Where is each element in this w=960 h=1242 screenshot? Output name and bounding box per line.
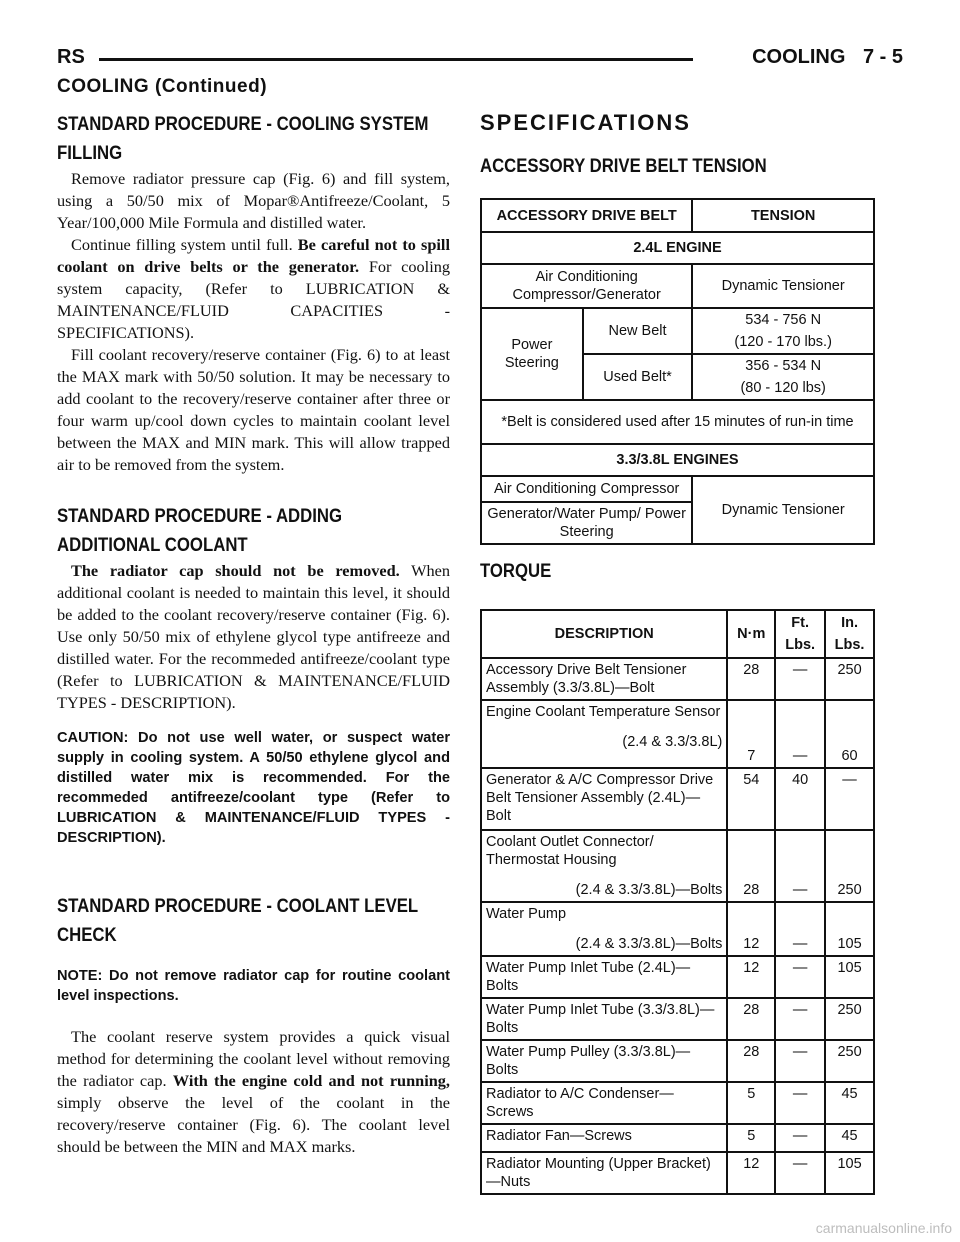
torque-description-text: Water Pump Inlet Tube (2.4L)—Bolts xyxy=(486,960,691,994)
col-header-tension: TENSION xyxy=(692,199,874,232)
proc1-p2-text: Continue filling system until full. xyxy=(71,235,293,254)
table-row xyxy=(481,264,874,308)
table-note-row xyxy=(481,400,874,444)
proc3-p1-text-c: simply observe the level of the coolant in the recovery/reserve container (Fig. 6). The coolant level should be between the MIN and MAX marks. xyxy=(57,1093,450,1156)
torque-ft-value: — xyxy=(775,830,825,902)
caution-text: CAUTION: Do not use well water, or suspect water supply in cooling system. A 50/50 ethylene glycol and distilled water mix is recommended. For the recommeded antifreeze/coolant type (Refer to LUBRICATION & MAINTENANCE/FLUID TYPES - DESCRIPTION). xyxy=(57,730,450,846)
torque-in-value: 250 xyxy=(825,658,874,700)
used-belt-lbs: (80 - 120 lbs) xyxy=(740,380,826,396)
table-row xyxy=(481,956,874,998)
proc2-p1 xyxy=(57,560,450,714)
page-header xyxy=(57,44,903,74)
proc3-title: STANDARD PROCEDURE - COOLANT LEVEL CHECK xyxy=(57,895,418,946)
new-belt-newtons: 534 - 756 N xyxy=(745,312,822,328)
table-row xyxy=(481,476,874,502)
proc3-p1-bold: With the engine cold and not running, xyxy=(172,1071,450,1090)
torque-description xyxy=(481,1040,727,1082)
torque-ft-value: — xyxy=(775,956,825,998)
table-row xyxy=(481,768,874,830)
torque-description-text: Water Pump Inlet Tube (3.3/3.8L)—Bolts xyxy=(486,1002,715,1036)
torque-in-value: 105 xyxy=(825,902,874,956)
header-rule xyxy=(99,58,693,61)
proc2-p1-text: When additional coolant is needed to maintain this level, it should be added to the coolant recovery/reserve container (Fig. 6). Use only 50/50 mix of ethylene glycol type antifreeze and distilled water. For the recommeded antifreeze/coolant type (Refer to LUBRICATION & MAINTENANCE/FLUID TYPES - DESCRIPTION). xyxy=(57,561,450,712)
torque-ft-value: 40 xyxy=(775,768,825,830)
cell-dynamic-2: Dynamic Tensioner xyxy=(692,476,874,544)
proc1-p3: Fill coolant recovery/reserve container (Fig. 6) to at least the MAX mark with 50/50 solution. It may be necessary to add coolant to the recovery/reserve container after three or four warm up/cool down cycles to maintain coolant level between the MAX and MIN mark. This will allow trapped air to be removed from the system. xyxy=(57,345,450,474)
col-header-ft-lbs xyxy=(775,610,825,658)
cell-dynamic-1: Dynamic Tensioner xyxy=(692,264,874,308)
torque-description xyxy=(481,768,727,830)
torque-in-value: 250 xyxy=(825,998,874,1040)
torque-ft-value: — xyxy=(775,1152,825,1194)
torque-description-sub: (2.4 & 3.3/3.8L)—Bolts xyxy=(575,882,723,898)
torque-nm-value: 7 xyxy=(727,700,775,768)
cell-new-belt: New Belt xyxy=(583,308,693,354)
specifications-title: SPECIFICATIONS xyxy=(480,110,691,135)
torque-description xyxy=(481,1152,727,1194)
table-row xyxy=(481,1040,874,1082)
torque-description xyxy=(481,658,727,700)
table-header-row xyxy=(481,199,874,232)
torque-in-value: 45 xyxy=(825,1082,874,1124)
torque-description-text: Radiator Mounting (Upper Bracket)—Nuts xyxy=(486,1156,711,1190)
torque-table xyxy=(480,609,875,1195)
col-header-belt: ACCESSORY DRIVE BELT xyxy=(481,199,692,232)
note-text: NOTE: Do not remove radiator cap for routine coolant level inspections. xyxy=(57,968,450,1004)
torque-rows xyxy=(481,658,874,1194)
torque-description-text: Radiator to A/C Condenser— Screws xyxy=(486,1086,674,1120)
in-label: In. xyxy=(841,615,858,631)
cell-used-belt: Used Belt* xyxy=(583,354,693,400)
proc1-title: STANDARD PROCEDURE - COOLING SYSTEM FILLING xyxy=(57,113,429,164)
torque-description-text: Generator & A/C Compressor Drive Belt Tensioner Assembly (2.4L)—Bolt xyxy=(486,772,714,824)
torque-description-sub: (2.4 & 3.3/3.8L) xyxy=(622,734,723,750)
watermark-footer: carmanualsonline.info xyxy=(815,1220,952,1236)
table-row xyxy=(481,1124,874,1152)
in-lbs-label: Lbs. xyxy=(834,637,865,653)
torque-nm-value: 28 xyxy=(727,1040,775,1082)
torque-in-value: 60 xyxy=(825,700,874,768)
torque-nm-value: 12 xyxy=(727,1152,775,1194)
torque-ft-value: — xyxy=(775,700,825,768)
torque-description-text: Accessory Drive Belt Tensioner Assembly (3.3/3.8L)—Bolt xyxy=(486,662,687,696)
table-row xyxy=(481,308,874,354)
used-belt-newtons: 356 - 534 N xyxy=(745,358,822,374)
col-header-description: DESCRIPTION xyxy=(481,610,727,658)
cell-generator-pump: Generator/Water Pump/ Power Steering xyxy=(481,502,692,544)
torque-nm-value: 28 xyxy=(727,658,775,700)
new-belt-lbs: (120 - 170 lbs.) xyxy=(734,334,832,350)
torque-nm-value: 12 xyxy=(727,956,775,998)
belt-tension-table xyxy=(480,198,875,545)
ft-lbs-label: Lbs. xyxy=(785,637,816,653)
page-number: 7 - 5 xyxy=(862,46,903,68)
torque-description xyxy=(481,998,727,1040)
ft-label: Ft. xyxy=(791,615,810,631)
table-row xyxy=(481,1152,874,1194)
torque-in-value: 250 xyxy=(825,830,874,902)
torque-nm-value: 28 xyxy=(727,998,775,1040)
left-column xyxy=(57,110,450,1158)
manual-code: RS xyxy=(57,46,85,68)
torque-description xyxy=(481,700,727,768)
torque-nm-value: 12 xyxy=(727,902,775,956)
section-2-4l: 2.4L ENGINE xyxy=(481,232,874,264)
cell-ac-generator: Air Conditioning Compressor/Generator xyxy=(481,264,692,308)
col-header-nm: N·m xyxy=(727,610,775,658)
table-row xyxy=(481,1082,874,1124)
torque-description-text: Engine Coolant Temperature Sensor xyxy=(486,704,721,720)
torque-description-sub: (2.4 & 3.3/3.8L)—Bolts xyxy=(575,936,723,952)
torque-ft-value: — xyxy=(775,658,825,700)
table-row xyxy=(481,998,874,1040)
section-name: COOLING xyxy=(752,46,846,68)
torque-in-value: 105 xyxy=(825,1152,874,1194)
continued-heading: COOLING (Continued) xyxy=(57,76,268,97)
proc3-p1-text-a: The coolant reserve system provides a quick visual method for determining the coolant level without removing the radiator cap. xyxy=(57,1027,450,1090)
torque-description xyxy=(481,956,727,998)
torque-title: TORQUE xyxy=(480,561,552,582)
torque-in-value: 45 xyxy=(825,1124,874,1152)
header-right xyxy=(740,46,903,69)
cell-used-note: *Belt is considered used after 15 minutes of run-in time xyxy=(481,400,874,444)
torque-ft-value: — xyxy=(775,1124,825,1152)
proc2-p1-warning: The radiator cap should not be removed. xyxy=(71,561,400,580)
torque-description-text: Coolant Outlet Connector/ Thermostat Housing xyxy=(486,834,654,868)
torque-description xyxy=(481,1124,727,1152)
table-row xyxy=(481,902,874,956)
table-row xyxy=(481,700,874,768)
torque-nm-value: 5 xyxy=(727,1124,775,1152)
torque-ft-value: — xyxy=(775,902,825,956)
proc3-p1 xyxy=(57,1026,450,1158)
torque-ft-value: — xyxy=(775,1040,825,1082)
torque-description xyxy=(481,1082,727,1124)
torque-ft-value: — xyxy=(775,998,825,1040)
torque-header-row xyxy=(481,610,874,658)
proc1-p2 xyxy=(57,234,450,344)
cell-used-belt-value xyxy=(692,354,874,400)
torque-nm-value: 5 xyxy=(727,1082,775,1124)
right-column xyxy=(480,110,875,1195)
cell-ac-compressor: Air Conditioning Compressor xyxy=(481,476,692,502)
torque-nm-value: 28 xyxy=(727,830,775,902)
torque-description-text: Water Pump xyxy=(486,906,567,922)
proc1-p1: Remove radiator pressure cap (Fig. 6) and fill system, using a 50/50 mix of Mopar®Antifreeze/Coolant, 5 Year/100,000 Mile Formula and distilled water. xyxy=(57,169,450,232)
torque-description-text: Water Pump Pulley (3.3/3.8L)— Bolts xyxy=(486,1044,691,1078)
torque-description xyxy=(481,902,727,956)
cell-power-steering: Power Steering xyxy=(481,308,583,400)
col-header-in-lbs xyxy=(825,610,874,658)
proc1-p2-warning: Be careful not to spill coolant on drive belts or the generator. xyxy=(57,235,450,276)
torque-in-value: 250 xyxy=(825,1040,874,1082)
torque-ft-value: — xyxy=(775,1082,825,1124)
section-3-3l: 3.3/3.8L ENGINES xyxy=(481,444,874,476)
table-row xyxy=(481,830,874,902)
belt-tension-title: ACCESSORY DRIVE BELT TENSION xyxy=(480,156,767,177)
torque-in-value: 105 xyxy=(825,956,874,998)
cell-new-belt-value xyxy=(692,308,874,354)
table-section-row xyxy=(481,232,874,264)
torque-description xyxy=(481,830,727,902)
proc2-title: STANDARD PROCEDURE - ADDING ADDITIONAL COOLANT xyxy=(57,505,343,556)
table-row xyxy=(481,658,874,700)
torque-in-value: — xyxy=(825,768,874,830)
proc1-p2-capacity: For cooling system capacity, (Refer to LUBRICATION & MAINTENANCE/FLUID CAPACITIES - SPECIFICATIONS). xyxy=(57,257,451,342)
table-section-row xyxy=(481,444,874,476)
torque-description-text: Radiator Fan—Screws xyxy=(486,1128,632,1144)
torque-nm-value: 54 xyxy=(727,768,775,830)
